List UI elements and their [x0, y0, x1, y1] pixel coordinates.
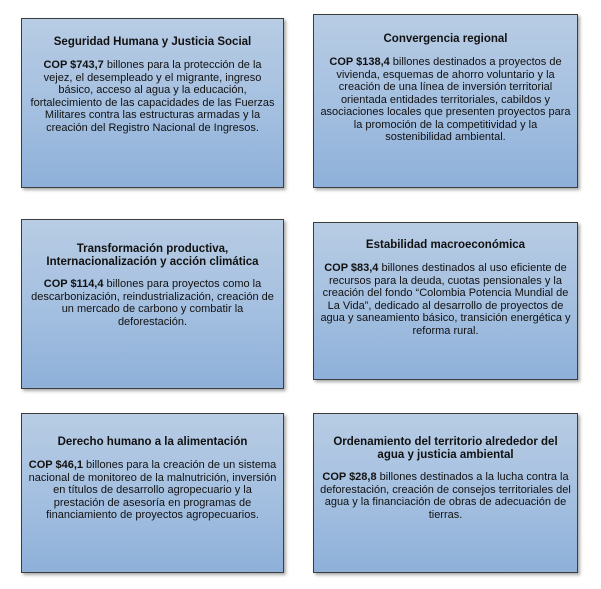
card-title: Estabilidad macroeconómica: [365, 239, 526, 251]
card-transformacion-productiva: [21, 219, 284, 389]
card-text: billones para proyectos como la descarbonización, reindustrialización, creación de un mercado de carbono y combatir la deforestación.: [31, 278, 274, 328]
card-estabilidad-macroeconomica: [313, 222, 578, 380]
card-text: billones destinados a proyectos de vivienda, esquemas de ahorro voluntario y la creación de una línea de inversión territorial orientada entidades territoriales, cabildos y asociaciones locales que presenten proyectos para la promoción de la competitividad y la sostenibilidad ambiental.: [320, 56, 571, 143]
card-title: Seguridad Humana y Justicia Social: [53, 36, 252, 48]
card-amount: COP $28,8: [322, 471, 377, 483]
card-seguridad-humana: [21, 18, 284, 188]
card-derecho-alimentacion: [21, 413, 284, 573]
card-body: [28, 59, 277, 134]
card-body: [320, 56, 571, 144]
card-ordenamiento-territorio: [313, 413, 578, 573]
card-amount: COP $114,4: [43, 278, 104, 290]
card-body: [320, 262, 571, 337]
card-body: [28, 459, 277, 522]
card-body: [28, 278, 277, 328]
card-text: billones para la protección de la vejez, el desempleado y el migrante, ingreso básico, acceso al agua y la educación, fortalecimiento de las capacidades de las Fuerzas Militares contra las estructuras armadas y la creación del Registro Nacional de Ingresos.: [30, 59, 275, 134]
card-title: Derecho humano a la alimentación: [57, 436, 248, 448]
card-title: Ordenamiento del territorio alrededor del agua y justicia ambiental: [333, 436, 558, 461]
card-amount: COP $743,7: [43, 59, 104, 71]
card-convergencia-regional: [313, 14, 578, 188]
card-title: Convergencia regional: [383, 33, 508, 45]
card-amount: COP $138,4: [329, 56, 390, 68]
card-title: Transformación productiva, Internacionalización y acción climática: [46, 243, 259, 268]
card-text: billones destinados al uso eficiente de recursos para la deuda, cuotas pensionales y la creación del fondo “Colombia Potencia Mundial de La Vida”, dedicado al desarrollo de proyectos de agua y saneamiento básico, transición energética y reforma rural.: [320, 262, 571, 337]
card-text: billones para la creación de un sistema nacional de monitoreo de la malnutrición, inversión en títulos de desarrollo agropecuario y la prestación de asesoría en programas de financiamiento de proyectos agropecuarios.: [28, 459, 277, 521]
card-amount: COP $83,4: [324, 262, 379, 274]
card-text: billones destinados a la lucha contra la deforestación, creación de consejos territoriales del agua y la financiación de obras de adecuación de tierras.: [320, 471, 571, 521]
card-amount: COP $46,1: [28, 459, 83, 471]
card-body: [320, 471, 571, 521]
